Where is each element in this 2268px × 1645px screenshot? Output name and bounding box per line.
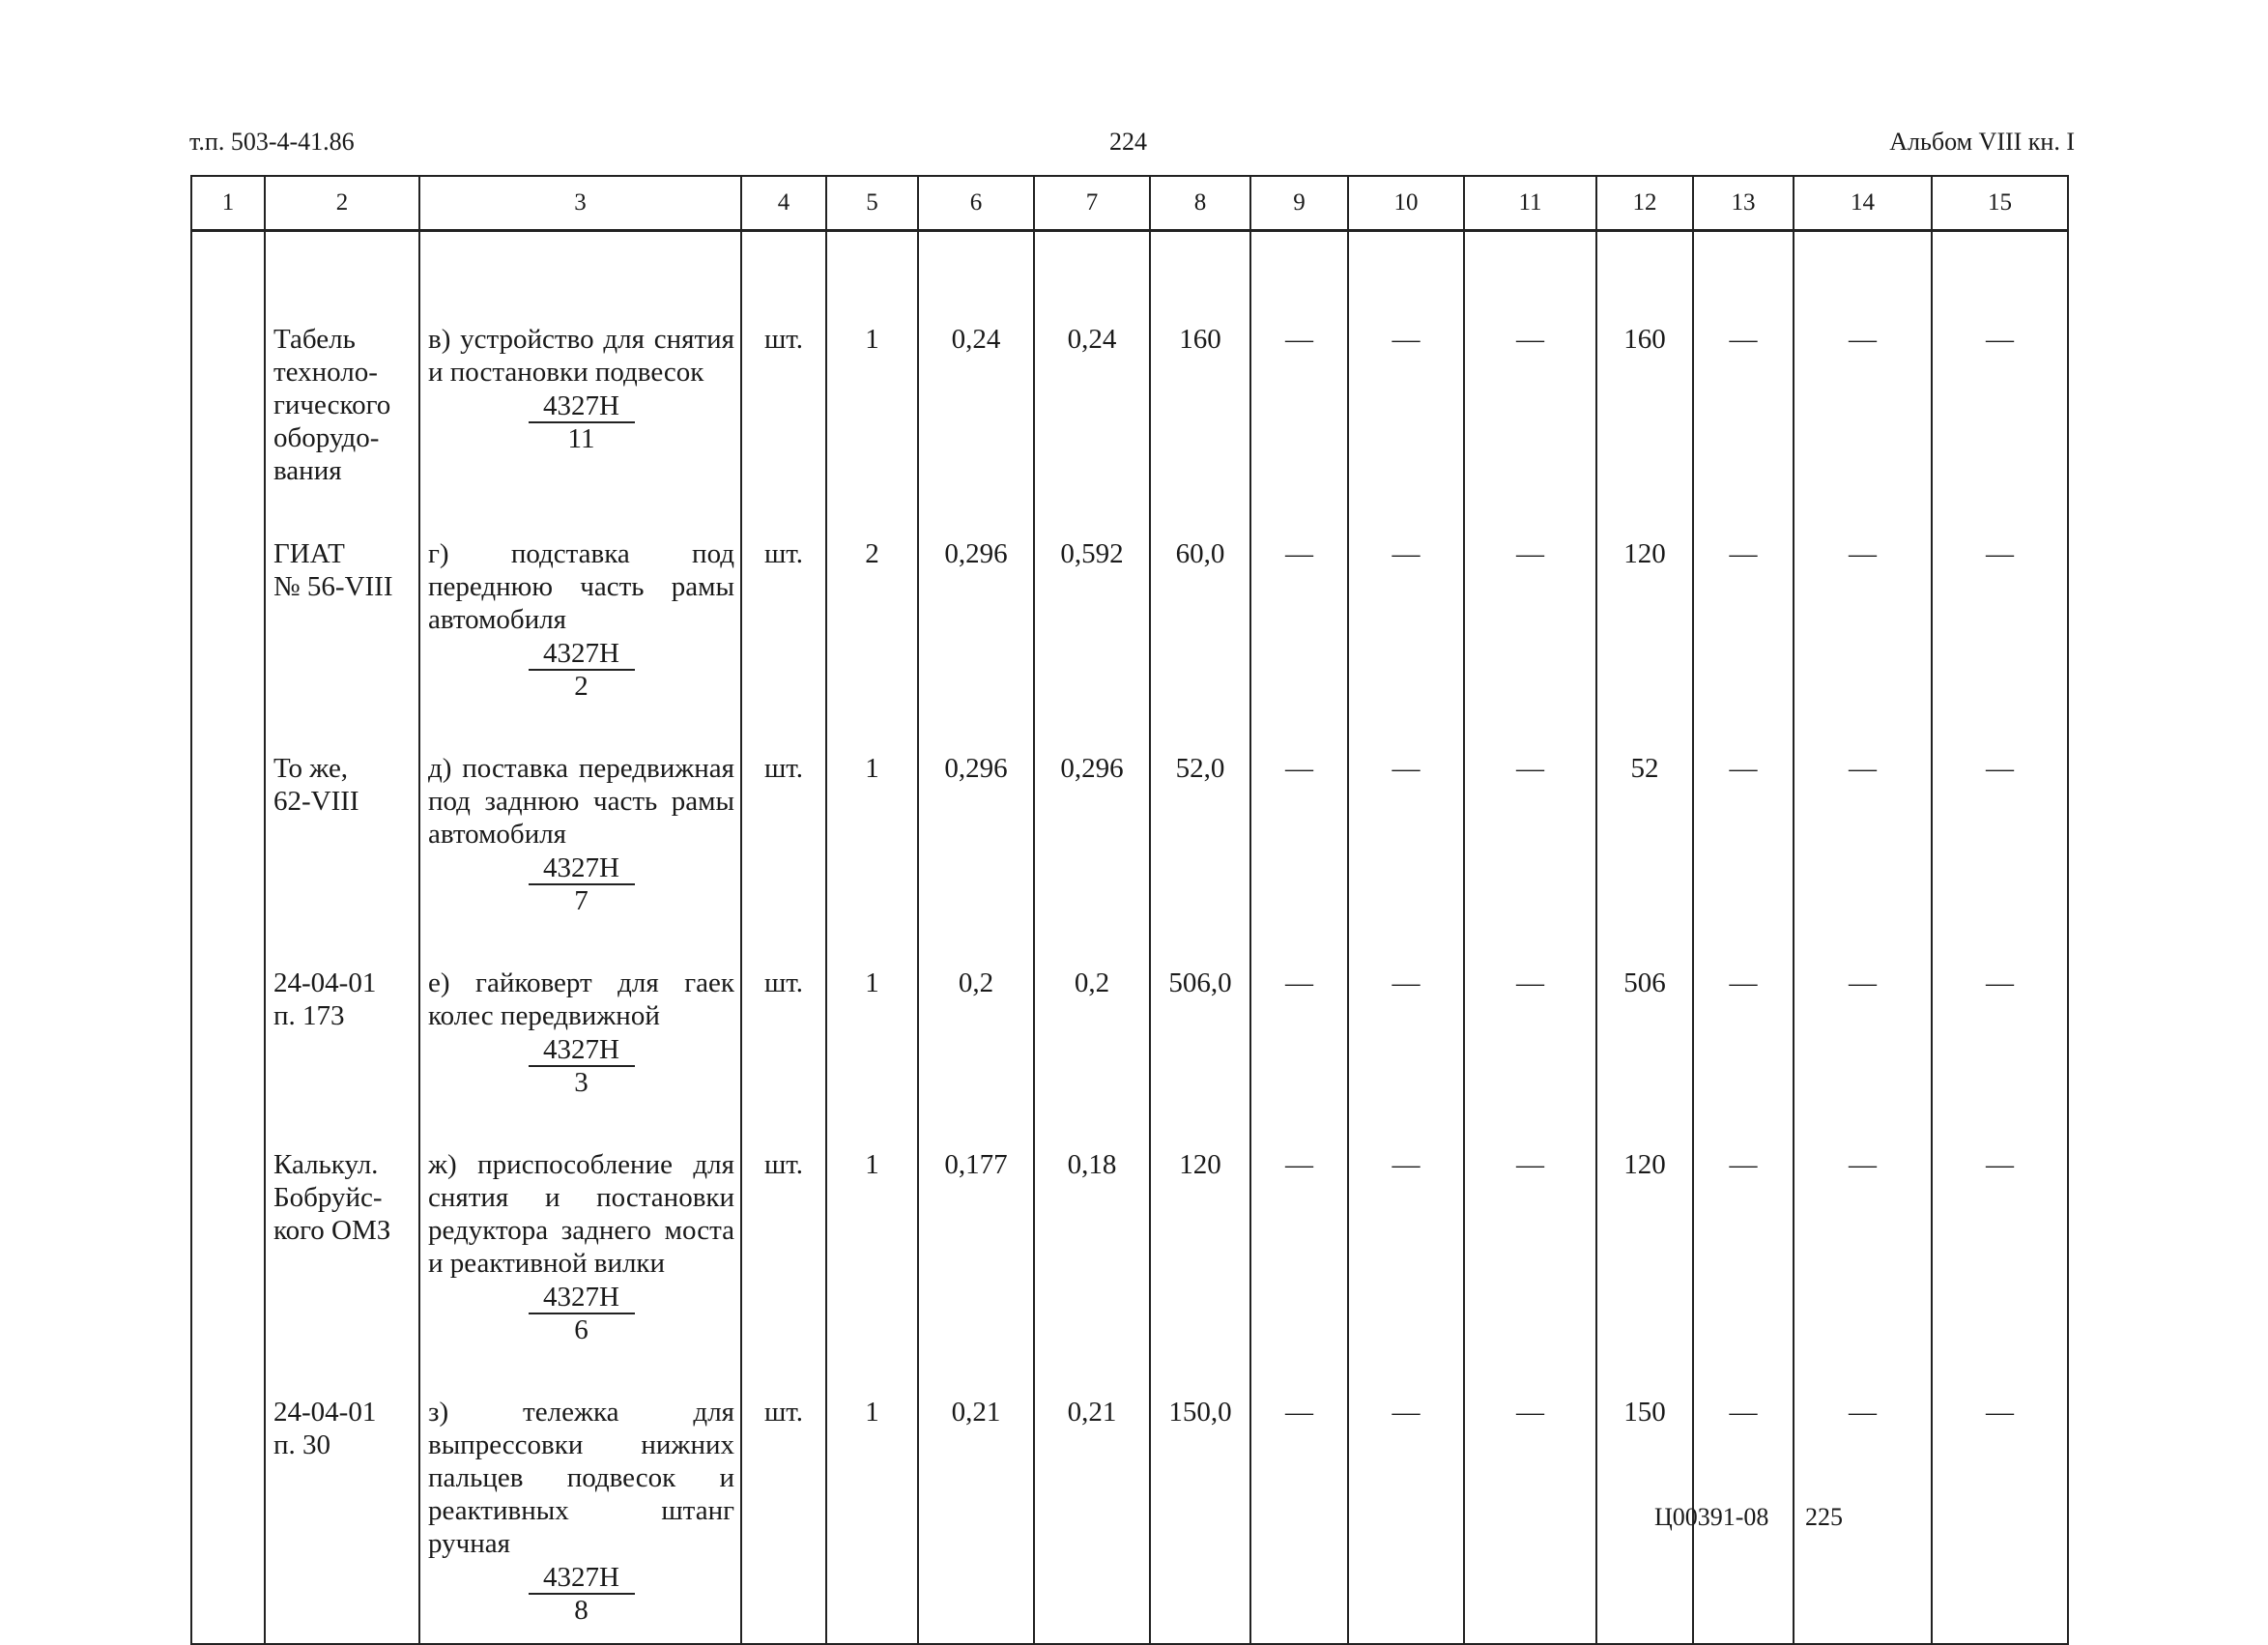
table-row [191, 916, 2068, 1098]
cell-col10: — [1348, 1345, 1464, 1644]
cell-col15: — [1932, 916, 2068, 1098]
cell-description [419, 1098, 741, 1345]
cell-col10: — [1348, 702, 1464, 916]
cell-col9: — [1250, 916, 1348, 1098]
cell-col14: — [1794, 916, 1932, 1098]
fraction-denominator: 3 [574, 1067, 589, 1098]
fraction-numerator: 4327Н [529, 1282, 635, 1314]
cell-source: Калькул. Бобруйс- кого ОМЗ [265, 1098, 419, 1345]
cell-quantity: 1 [826, 1345, 918, 1644]
column-header: 1 [191, 176, 265, 231]
column-header: 7 [1034, 176, 1150, 231]
cell-col15: — [1932, 702, 2068, 916]
cell-col13: — [1693, 1098, 1794, 1345]
cell-col11: — [1464, 231, 1596, 488]
description-text: е) гайковерт для гаек колес передвижной [428, 967, 734, 1031]
cell-col9: — [1250, 702, 1348, 916]
column-header: 3 [419, 176, 741, 231]
cell-col13: — [1693, 1345, 1794, 1644]
cell-col6: 0,177 [918, 1098, 1034, 1345]
cell-col13: — [1693, 231, 1794, 488]
cell-col8: 160 [1150, 231, 1250, 488]
cell-col15: — [1932, 231, 2068, 488]
document-code: т.п. 503-4-41.86 [189, 128, 355, 156]
cell-description [419, 702, 741, 916]
cell-col11: — [1464, 1345, 1596, 1644]
cell-col8: 60,0 [1150, 487, 1250, 702]
cell-source: ГИАТ № 56-VIII [265, 487, 419, 702]
cell-col6: 0,24 [918, 231, 1034, 488]
cell-number [191, 1345, 265, 1644]
cell-quantity: 1 [826, 702, 918, 916]
cell-col13: — [1693, 702, 1794, 916]
column-header: 15 [1932, 176, 2068, 231]
cell-unit: шт. [741, 916, 826, 1098]
cell-col11: — [1464, 1098, 1596, 1345]
footer-page-number: 225 [1805, 1503, 1843, 1531]
fraction-denominator: 6 [574, 1314, 589, 1345]
cell-description [419, 1345, 741, 1644]
drawing-fraction [529, 1282, 635, 1345]
cell-col10: — [1348, 1098, 1464, 1345]
cell-description [419, 487, 741, 702]
cell-number [191, 487, 265, 702]
cell-quantity: 2 [826, 487, 918, 702]
table-row [191, 1345, 2068, 1644]
cell-col14: — [1794, 231, 1932, 488]
cell-source: 24-04-01 п. 173 [265, 916, 419, 1098]
cell-col9: — [1250, 231, 1348, 488]
cell-number [191, 916, 265, 1098]
cell-number [191, 231, 265, 488]
cell-col7: 0,592 [1034, 487, 1150, 702]
column-header: 5 [826, 176, 918, 231]
cell-col12: 120 [1596, 1098, 1693, 1345]
cell-source: Табель техноло- гического оборудо- вания [265, 231, 419, 488]
cell-col7: 0,21 [1034, 1345, 1150, 1644]
description-text: д) поставка передвижная под заднюю часть рамы автомобиля [428, 753, 734, 850]
header-row [191, 176, 2068, 231]
cell-col10: — [1348, 487, 1464, 702]
column-header: 12 [1596, 176, 1693, 231]
cell-col7: 0,296 [1034, 702, 1150, 916]
cell-col9: — [1250, 1098, 1348, 1345]
cell-number [191, 702, 265, 916]
cell-source: 24-04-01 п. 30 [265, 1345, 419, 1644]
cell-quantity: 1 [826, 231, 918, 488]
column-header: 10 [1348, 176, 1464, 231]
cell-col13: — [1693, 487, 1794, 702]
cell-col6: 0,2 [918, 916, 1034, 1098]
cell-unit: шт. [741, 702, 826, 916]
cell-col15: — [1932, 1345, 2068, 1644]
cell-col6: 0,296 [918, 702, 1034, 916]
cell-col7: 0,24 [1034, 231, 1150, 488]
column-header: 8 [1150, 176, 1250, 231]
cell-unit: шт. [741, 487, 826, 702]
equipment-table [190, 175, 2069, 1645]
cell-col12: 52 [1596, 702, 1693, 916]
fraction-numerator: 4327Н [529, 1034, 635, 1067]
cell-col14: — [1794, 487, 1932, 702]
fraction-denominator: 7 [574, 885, 589, 916]
cell-col15: — [1932, 1098, 2068, 1345]
cell-col6: 0,21 [918, 1345, 1034, 1644]
cell-col10: — [1348, 231, 1464, 488]
album-label: Альбом VIII кн. I [1889, 128, 2075, 156]
cell-col12: 160 [1596, 231, 1693, 488]
cell-unit: шт. [741, 231, 826, 488]
page-number: 224 [1109, 128, 1147, 156]
cell-col14: — [1794, 1345, 1932, 1644]
drawing-fraction [529, 1034, 635, 1098]
description-text: ж) приспособление для снятия и постановки редуктора заднего моста и реактивной вилки [428, 1149, 734, 1279]
cell-col8: 506,0 [1150, 916, 1250, 1098]
description-text: з) тележка для выпрессовки нижних пальцев подвесок и реактивных штанг ручная [428, 1397, 734, 1559]
cell-col10: — [1348, 916, 1464, 1098]
footer-code: Ц00391-08 [1654, 1503, 1769, 1531]
cell-col15: — [1932, 487, 2068, 702]
cell-col13: — [1693, 916, 1794, 1098]
description-text: в) устройство для снятия и постановки подвесок [428, 324, 734, 388]
table-row [191, 487, 2068, 702]
cell-col8: 120 [1150, 1098, 1250, 1345]
drawing-fraction [529, 390, 635, 454]
cell-quantity: 1 [826, 916, 918, 1098]
column-header: 9 [1250, 176, 1348, 231]
table-row [191, 231, 2068, 488]
drawing-fraction [529, 638, 635, 702]
cell-col14: — [1794, 1098, 1932, 1345]
fraction-numerator: 4327Н [529, 390, 635, 423]
fraction-denominator: 8 [574, 1595, 589, 1626]
cell-col11: — [1464, 702, 1596, 916]
column-header: 6 [918, 176, 1034, 231]
drawing-fraction [529, 1562, 635, 1626]
cell-col6: 0,296 [918, 487, 1034, 702]
cell-col12: 150 [1596, 1345, 1693, 1644]
drawing-fraction [529, 852, 635, 916]
cell-col12: 506 [1596, 916, 1693, 1098]
cell-col9: — [1250, 487, 1348, 702]
column-header: 11 [1464, 176, 1596, 231]
column-header: 13 [1693, 176, 1794, 231]
column-header: 4 [741, 176, 826, 231]
fraction-numerator: 4327Н [529, 852, 635, 885]
cell-col7: 0,2 [1034, 916, 1150, 1098]
cell-quantity: 1 [826, 1098, 918, 1345]
fraction-denominator: 11 [567, 423, 595, 454]
table-row [191, 702, 2068, 916]
fraction-denominator: 2 [574, 671, 589, 702]
cell-unit: шт. [741, 1098, 826, 1345]
cell-col11: — [1464, 487, 1596, 702]
fraction-numerator: 4327Н [529, 1562, 635, 1595]
column-header: 14 [1794, 176, 1932, 231]
cell-col8: 150,0 [1150, 1345, 1250, 1644]
cell-col12: 120 [1596, 487, 1693, 702]
cell-col8: 52,0 [1150, 702, 1250, 916]
cell-description [419, 231, 741, 488]
cell-description [419, 916, 741, 1098]
cell-number [191, 1098, 265, 1345]
cell-col11: — [1464, 916, 1596, 1098]
fraction-numerator: 4327Н [529, 638, 635, 671]
table-row [191, 1098, 2068, 1345]
cell-source: То же, 62-VIII [265, 702, 419, 916]
column-header: 2 [265, 176, 419, 231]
cell-unit: шт. [741, 1345, 826, 1644]
cell-col9: — [1250, 1345, 1348, 1644]
cell-col7: 0,18 [1034, 1098, 1150, 1345]
description-text: г) подставка под переднюю часть рамы автомобиля [428, 538, 734, 635]
cell-col14: — [1794, 702, 1932, 916]
